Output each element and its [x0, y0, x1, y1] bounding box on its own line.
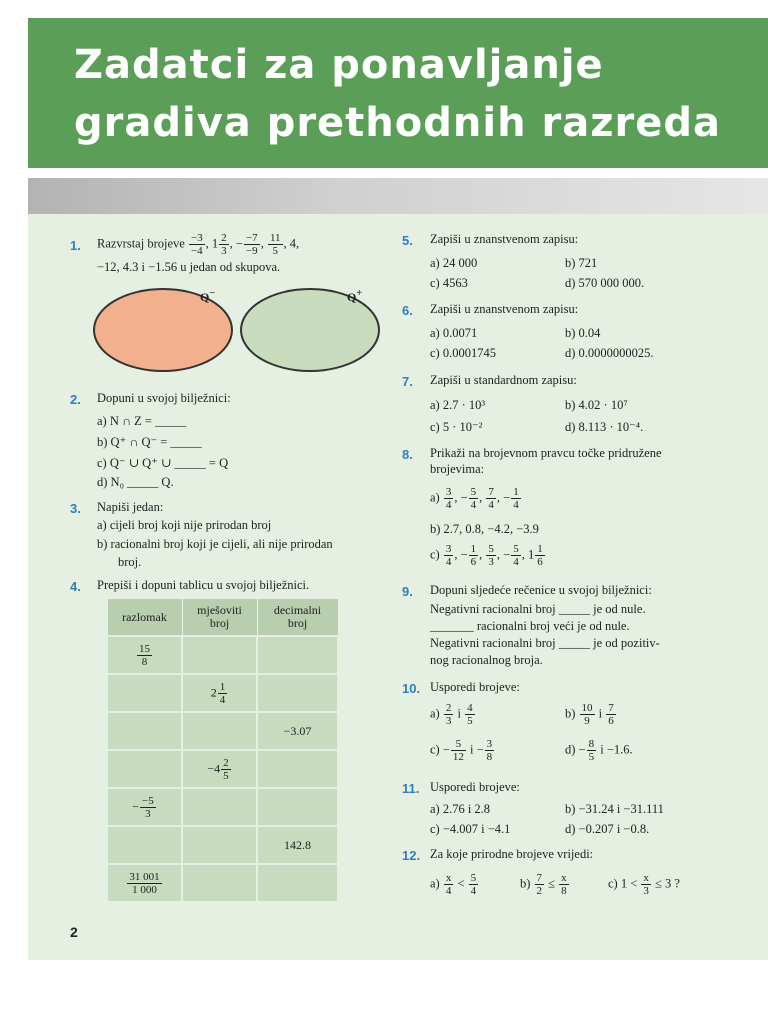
page-number: 2: [70, 924, 78, 940]
task-8-number: 8.: [402, 447, 413, 462]
numerator: 5: [470, 872, 477, 884]
table-cell: −3.07: [257, 712, 338, 750]
table-header-row: [107, 599, 338, 637]
numerator: 3: [445, 543, 452, 555]
conjunction: i −: [470, 742, 484, 757]
table-row: [107, 788, 338, 826]
set-q-minus-label: [200, 288, 215, 305]
mixed-whole: 1: [211, 236, 219, 251]
numerator: 3: [486, 738, 493, 750]
item-label: d) −: [565, 742, 586, 757]
task-5-a: a) 24 000: [430, 256, 478, 270]
task-5-b: b) 721: [565, 256, 598, 270]
denominator: 4: [445, 556, 452, 568]
fraction: [535, 543, 545, 568]
minus-sign: −: [235, 236, 243, 251]
task-3-intro: Napiši jedan:: [97, 500, 164, 514]
task-1-intro: Razvrstaj brojeve: [97, 236, 185, 251]
item-label: c) −: [430, 742, 450, 757]
table-cell: [107, 826, 182, 864]
denominator: 4: [513, 556, 519, 568]
fraction: [127, 871, 161, 896]
task-10-number: 10.: [402, 681, 421, 696]
task-3-a: a) cijeli broj koji nije prirodan broj: [97, 518, 272, 532]
denominator: 8: [486, 751, 493, 763]
numerator: 15: [139, 642, 150, 655]
task-12-a: [430, 872, 479, 897]
task-2-c: c) Q⁻ ∪ Q⁺ ∪ _____ = Q: [97, 456, 229, 470]
denominator: 4: [445, 499, 452, 511]
task-10-b: [565, 702, 617, 727]
task-6-intro: Zapiši u znanstvenom zapisu:: [430, 302, 579, 316]
task-8-c: [430, 543, 546, 568]
table-row: [107, 750, 338, 788]
separator: ,: [229, 236, 233, 251]
set-superscript: +: [356, 288, 363, 299]
task-9-line-4: nog racionalnog broja.: [430, 653, 543, 667]
denominator: 4: [445, 885, 452, 897]
task-3-b-cont: broj.: [118, 555, 142, 569]
inequality-sign: <: [457, 876, 465, 891]
task-9-line-3: Negativni racionalni broj _____ je od pozitiv-: [430, 636, 660, 650]
fraction: [444, 486, 454, 511]
fraction: [444, 543, 454, 568]
task-7-intro: Zapiši u standardnom zapisu:: [430, 373, 577, 387]
minus-sign: −: [132, 798, 140, 813]
header-line: mješoviti: [197, 603, 242, 617]
separator: ,: [479, 490, 483, 505]
table-cell: 142.8: [257, 826, 338, 864]
numerator: −5: [142, 794, 154, 807]
numerator: 7: [488, 486, 494, 498]
task-12-number: 12.: [402, 848, 421, 863]
task-2-number: 2.: [70, 392, 81, 407]
task-11-d: d) −0.207 i −0.8.: [565, 822, 650, 836]
numerator: 2: [221, 232, 227, 244]
table-row: [107, 712, 338, 750]
title-line-1: Zadatci za ponavljanje: [74, 42, 604, 88]
header-line: broj: [287, 616, 308, 630]
mixed-whole: −4: [207, 760, 221, 775]
denominator: 6: [608, 715, 614, 727]
fraction: [140, 795, 156, 820]
col-header-decimalni: [257, 599, 338, 637]
numerator: 4: [467, 702, 473, 714]
separator: , −: [496, 547, 511, 562]
item-label: a): [430, 876, 440, 891]
task-3-b: b) racionalni broj koji je cijeli, ali nije prirodan: [97, 537, 333, 551]
task-12-intro: Za koje prirodne brojeve vrijedi:: [430, 847, 594, 861]
task-9-number: 9.: [402, 584, 413, 599]
denominator: 3: [643, 885, 649, 897]
table-row: [107, 826, 338, 864]
task-10-c: [430, 738, 495, 763]
table-cell: [257, 788, 338, 826]
task-7-number: 7.: [402, 374, 413, 389]
task-11-b: b) −31.24 i −31.111: [565, 802, 664, 816]
task-4-intro: Prepiši i dopuni tablicu u svojoj bilježnici.: [97, 578, 310, 592]
numerator: 7: [536, 872, 543, 884]
task-10-intro: Usporedi brojeve:: [430, 680, 520, 694]
inequality-sign: ≤: [548, 876, 556, 891]
title-line-2: gradiva prethodnih razreda: [74, 100, 721, 146]
task-12-c: [608, 872, 680, 897]
fraction: [137, 643, 152, 668]
set-superscript: −: [209, 288, 216, 299]
table-cell: [107, 788, 182, 826]
table-cell: [107, 712, 182, 750]
task-9-line-1: Negativni racionalni broj _____ je od nule.: [430, 602, 646, 616]
task-8-intro-cont: brojevima:: [430, 462, 485, 476]
comparison-rest: i −1.6.: [600, 742, 633, 757]
task-1-number: 1.: [70, 238, 81, 253]
denominator: 5: [467, 715, 473, 727]
numerator: 3: [445, 486, 452, 498]
task-8-b: b) 2.7, 0.8, −4.2, −3.9: [430, 522, 539, 536]
task-11-a: a) 2.76 i 2.8: [430, 802, 491, 816]
table-cell: [182, 864, 257, 902]
task-2-intro: Dopuni u svojoj bilježnici:: [97, 391, 231, 405]
conjunction: i: [457, 706, 461, 721]
table-row: [107, 864, 338, 902]
fraction: [486, 486, 496, 511]
item-label: b): [520, 876, 531, 891]
table-cell: [257, 864, 338, 902]
denominator: 3: [221, 245, 227, 257]
task-1-line-1: [97, 232, 299, 257]
task-6-d: d) 0.0000000025.: [565, 346, 654, 360]
fraction: [268, 232, 283, 257]
task-2-d: d) N₀ _____ Q.: [97, 475, 174, 489]
denominator: 3: [145, 807, 151, 820]
fraction: [444, 702, 454, 727]
page-title: [74, 36, 754, 152]
denominator: −4: [190, 245, 203, 257]
item-label: a): [430, 706, 440, 721]
fraction: [189, 232, 205, 257]
denominator: 4: [219, 693, 226, 706]
task-3-number: 3.: [70, 501, 81, 516]
item-label: c) 1 <: [608, 876, 638, 891]
task-10-a: [430, 702, 476, 727]
task-5-c: c) 4563: [430, 276, 468, 290]
task-6-number: 6.: [402, 303, 413, 318]
fraction: [511, 543, 521, 568]
denominator: 3: [445, 715, 452, 727]
separator: ,: [479, 547, 483, 562]
separator: , 1: [521, 547, 535, 562]
table-cell: [257, 636, 338, 674]
task-12-b: [520, 872, 570, 897]
task-9-line-2: _______ racionalni broj veći je od nule.: [430, 619, 630, 633]
task-2-b: b) Q⁺ ∩ Q⁻ = _____: [97, 435, 202, 449]
conjunction: i: [598, 706, 603, 721]
numerator: 10: [581, 702, 593, 714]
task-7-a: a) 2.7 · 10³: [430, 398, 486, 412]
item-label: c): [430, 547, 440, 562]
fraction: [587, 738, 597, 763]
task-5-intro: Zapiši u znanstvenom zapisu:: [430, 232, 579, 246]
set-q-plus-label: [347, 288, 362, 305]
task-7-b: b) 4.02 · 10⁷: [565, 398, 628, 412]
fraction-table: [106, 598, 339, 903]
table-cell: [107, 636, 182, 674]
fraction: [606, 702, 616, 727]
denominator: 12: [452, 751, 464, 763]
item-label: b): [565, 706, 576, 721]
separator: , −: [496, 490, 511, 505]
separator: , −: [454, 490, 468, 505]
table-cell: [182, 636, 257, 674]
number-list: , 4,: [283, 236, 300, 251]
numerator: 7: [608, 702, 614, 714]
task-8-intro: Prikaži na brojevnom pravcu točke pridružene: [430, 446, 662, 460]
task-10-d: [565, 738, 633, 763]
table-row: [107, 674, 338, 712]
numerator: 1: [470, 543, 477, 555]
numerator: 8: [588, 738, 595, 750]
table-row: [107, 636, 338, 674]
numerator: x: [643, 872, 649, 884]
table-cell: [182, 712, 257, 750]
task-11-c: c) −4.007 i −4.1: [430, 822, 511, 836]
numerator: 5: [451, 738, 466, 751]
task-5-d: d) 570 000 000.: [565, 276, 645, 290]
task-11-number: 11.: [402, 781, 420, 796]
task-1-line-2: −12, 4.3 i −1.56 u jedan od skupova.: [97, 260, 281, 274]
col-header-razlomak: razlomak: [107, 599, 182, 637]
inequality-rest: ≤ 3 ?: [655, 876, 680, 891]
denominator: 8: [141, 655, 148, 668]
numerator: 2: [445, 702, 452, 714]
separator: ,: [260, 236, 264, 251]
denominator: 4: [470, 499, 477, 511]
task-7-c: c) 5 · 10⁻²: [430, 420, 483, 434]
numerator: 5: [513, 543, 519, 555]
fraction: [511, 486, 521, 511]
numerator: 1: [537, 543, 543, 555]
table-cell: [257, 750, 338, 788]
fraction: [218, 681, 228, 706]
set-symbol: Q: [347, 290, 357, 304]
task-6-c: c) 0.0001745: [430, 346, 496, 360]
fraction: [219, 232, 229, 257]
task-2-a: a) N ∩ Z = _____: [97, 414, 187, 428]
fraction: [469, 486, 479, 511]
fraction: [559, 872, 569, 897]
mixed-whole: 2: [210, 684, 217, 699]
numerator: x: [561, 872, 567, 884]
denominator: 6: [537, 556, 543, 568]
header-line: decimalni: [273, 603, 322, 617]
fraction: [641, 872, 651, 897]
fraction: [535, 872, 545, 897]
table-cell: [182, 788, 257, 826]
numerator: x: [445, 872, 452, 884]
fraction: [486, 543, 496, 568]
table-cell: [257, 674, 338, 712]
fraction: [244, 232, 260, 257]
numerator: 1: [219, 680, 226, 693]
denominator: 8: [561, 885, 567, 897]
fraction: [451, 738, 466, 763]
denominator: 6: [470, 556, 477, 568]
table-cell: [107, 674, 182, 712]
separator: , −: [454, 547, 468, 562]
task-6-a: a) 0.0071: [430, 326, 478, 340]
header-banner: [28, 18, 768, 168]
denominator: 9: [584, 715, 590, 727]
denominator: 5: [588, 751, 595, 763]
denominator: 4: [488, 499, 494, 511]
task-4-number: 4.: [70, 579, 81, 594]
header-line: broj: [209, 616, 230, 630]
item-label: a): [430, 490, 440, 505]
denominator: 5: [223, 769, 229, 782]
numerator: 11: [269, 232, 281, 244]
task-11-intro: Usporedi brojeve:: [430, 780, 520, 794]
set-symbol: Q: [200, 290, 210, 304]
denominator: 2: [536, 885, 543, 897]
numerator: 2: [223, 756, 229, 769]
fraction: [465, 702, 475, 727]
numerator: 5: [470, 486, 477, 498]
numerator: −7: [245, 232, 258, 244]
table-cell: [182, 674, 257, 712]
fraction: [580, 702, 595, 727]
table-cell: [182, 750, 257, 788]
fraction: [221, 757, 231, 782]
numerator: 31 001: [129, 870, 160, 883]
fraction: [444, 872, 454, 897]
table-cell: [107, 750, 182, 788]
task-6-b: b) 0.04: [565, 326, 601, 340]
denominator: 4: [470, 885, 477, 897]
col-header-mjesoviti: [182, 599, 257, 637]
separator: ,: [205, 236, 209, 251]
task-7-d: d) 8.113 · 10⁻⁴.: [565, 420, 644, 434]
numerator: 1: [513, 486, 519, 498]
fraction: [469, 872, 479, 897]
task-8-a: [430, 486, 522, 511]
task-5-number: 5.: [402, 233, 413, 248]
table-cell: [182, 826, 257, 864]
fraction: [485, 738, 495, 763]
fraction: [469, 543, 479, 568]
denominator: 5: [272, 245, 278, 257]
numerator: −3: [190, 232, 203, 244]
denominator: −9: [245, 245, 258, 257]
denominator: 3: [488, 556, 494, 568]
denominator: 1 000: [132, 883, 157, 896]
table-cell: [107, 864, 182, 902]
denominator: 4: [513, 499, 519, 511]
numerator: 5: [488, 543, 494, 555]
gray-strip: [28, 178, 768, 214]
task-9-intro: Dopuni sljedeće rečenice u svojoj bilježnici:: [430, 583, 652, 597]
